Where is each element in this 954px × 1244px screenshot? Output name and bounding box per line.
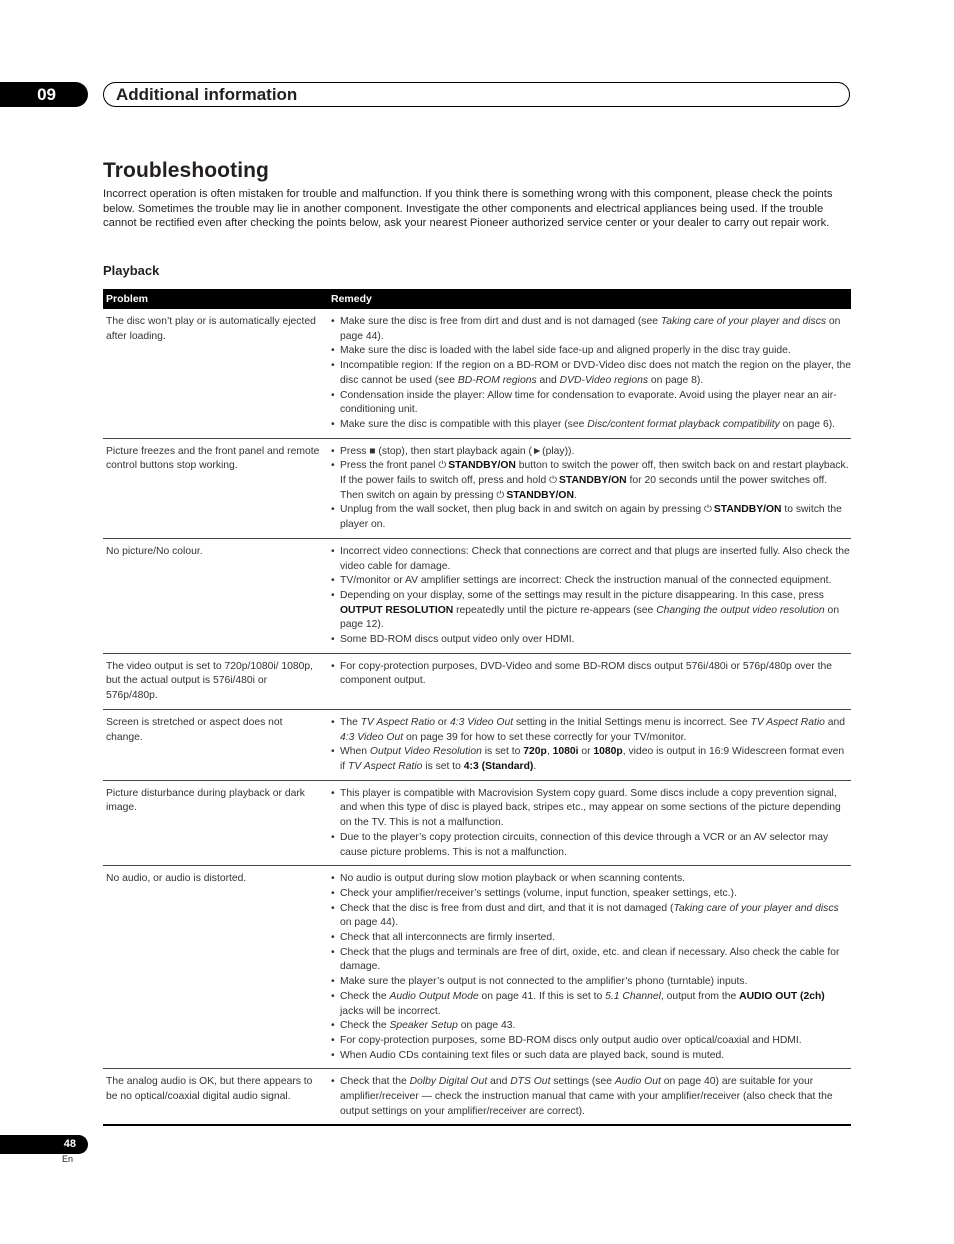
remedy-item: • When Audio CDs containing text files or such data are played back, sound is muted. bbox=[331, 1049, 851, 1064]
table-body bbox=[103, 309, 851, 1125]
remedy-cell bbox=[326, 653, 851, 709]
remedy-item: • No audio is output during slow motion playback or when scanning contents. bbox=[331, 872, 851, 887]
remedy-item: • Depending on your display, some of the settings may result in the picture disappearing. In this case, press OUTPUT RESOLUTION repeatedly until the picture re-appears (see Changing the output video resolution on page 12). bbox=[331, 589, 851, 633]
remedy-item: • Incompatible region: If the region on a BD-ROM or DVD-Video disc does not match the region on the player, the disc cannot be used (see BD-ROM regions and DVD-Video regions on page 8). bbox=[331, 359, 851, 388]
remedy-item: • The TV Aspect Ratio or 4:3 Video Out setting in the Initial Settings menu is incorrect. See TV Aspect Ratio and 4:3 Video Out on page 39 for how to set these correctly for your TV/monitor. bbox=[331, 716, 851, 745]
problem-cell: No picture/No colour. bbox=[103, 538, 326, 653]
problem-cell: The disc won’t play or is automatically ejected after loading. bbox=[103, 309, 326, 438]
remedy-cell bbox=[326, 780, 851, 866]
remedy-item: • This player is compatible with Macrovision System copy guard. Some discs include a copy prevention signal, and when this type of disc is played back, stripes etc., may appear on some sections of the picture depending on the TV. This is not a malfunction. bbox=[331, 787, 851, 831]
remedy-cell bbox=[326, 1069, 851, 1126]
remedy-cell bbox=[326, 866, 851, 1069]
remedy-list bbox=[331, 445, 851, 533]
troubleshooting-table bbox=[103, 289, 851, 1126]
remedy-list bbox=[331, 716, 851, 775]
table-row bbox=[103, 538, 851, 653]
remedy-list bbox=[331, 787, 851, 861]
remedy-item: • Check that the plugs and terminals are free of dirt, oxide, etc. and clean if necessary. Also check the cable for damage. bbox=[331, 946, 851, 975]
remedy-item: • Some BD-ROM discs output video only over HDMI. bbox=[331, 633, 851, 648]
table-row bbox=[103, 309, 851, 438]
chapter-title-box bbox=[103, 82, 850, 107]
table-row bbox=[103, 709, 851, 780]
table-header-row bbox=[103, 289, 851, 309]
problem-column-header: Problem bbox=[103, 289, 326, 309]
table-row bbox=[103, 780, 851, 866]
remedy-item: • Make sure the player’s output is not connected to the amplifier’s phono (turntable) inputs. bbox=[331, 975, 851, 990]
page-title: Troubleshooting bbox=[103, 159, 269, 182]
table-row bbox=[103, 866, 851, 1069]
remedy-item: • Due to the player’s copy protection circuits, connection of this device through a VCR or an AV selector may cause picture problems. This is not a malfunction. bbox=[331, 831, 851, 860]
remedy-item: • Check the Audio Output Mode on page 41. If this is set to 5.1 Channel, output from the AUDIO OUT (2ch) jacks will be incorrect. bbox=[331, 990, 851, 1019]
remedy-item: • Press the front panel ⏻ STANDBY/ON button to switch the power off, then switch back on and restart playback. If the power fails to switch off, press and hold ⏻ STANDBY/ON for 20 seconds until the power switches off. Then switch on again by pressing ⏻ STANDBY/ON. bbox=[331, 459, 851, 503]
remedy-column-header: Remedy bbox=[326, 289, 851, 309]
remedy-item: • Incorrect video connections: Check that connections are correct and that plugs are inserted fully. Also check the video cable for damage. bbox=[331, 545, 851, 574]
remedy-item: • Make sure the disc is free from dirt and dust and is not damaged (see Taking care of your player and discs on page 44). bbox=[331, 315, 851, 344]
problem-cell: The video output is set to 720p/1080i/ 1080p, but the actual output is 576i/480i or 576p/480p. bbox=[103, 653, 326, 709]
problem-cell: Screen is stretched or aspect does not change. bbox=[103, 709, 326, 780]
remedy-item: • Press ■ (stop), then start playback again (►(play)). bbox=[331, 445, 851, 460]
remedy-item: • Make sure the disc is loaded with the label side face-up and aligned properly in the disc tray guide. bbox=[331, 344, 851, 359]
table-row bbox=[103, 653, 851, 709]
remedy-list bbox=[331, 315, 851, 433]
language-label: En bbox=[62, 1154, 74, 1164]
remedy-item: • TV/monitor or AV amplifier settings are incorrect: Check the instruction manual of the connected equipment. bbox=[331, 574, 851, 589]
remedy-item: • For copy-protection purposes, DVD-Video and some BD-ROM discs output 576i/480i or 576p/480p over the component output. bbox=[331, 660, 851, 689]
remedy-item: • When Output Video Resolution is set to 720p, 1080i or 1080p, video is output in 16:9 Widescreen format even if TV Aspect Ratio is set to 4:3 (Standard). bbox=[331, 745, 851, 774]
remedy-item: • Check that all interconnects are firmly inserted. bbox=[331, 931, 851, 946]
remedy-item: • For copy-protection purposes, some BD-ROM discs only output audio over optical/coaxial and HDMI. bbox=[331, 1034, 851, 1049]
problem-cell: The analog audio is OK, but there appears to be no optical/coaxial digital audio signal. bbox=[103, 1069, 326, 1126]
problem-cell: Picture disturbance during playback or dark image. bbox=[103, 780, 326, 866]
table-row bbox=[103, 1069, 851, 1126]
problem-cell: No audio, or audio is distorted. bbox=[103, 866, 326, 1069]
remedy-list bbox=[331, 872, 851, 1063]
table-row bbox=[103, 438, 851, 538]
remedy-item: • Condensation inside the player: Allow time for condensation to evaporate. Avoid using the player near an air-conditioning unit. bbox=[331, 389, 851, 418]
chapter-title: Additional information bbox=[116, 85, 298, 104]
remedy-item: • Check that the disc is free from dust and dirt, and that it is not damaged (Taking care of your player and discs on page 44). bbox=[331, 902, 851, 931]
power-icon: ⏻ bbox=[496, 489, 505, 501]
power-icon: ⏻ bbox=[703, 504, 712, 516]
power-icon: ⏻ bbox=[438, 460, 447, 472]
problem-cell: Picture freezes and the front panel and remote control buttons stop working. bbox=[103, 438, 326, 538]
power-icon: ⏻ bbox=[549, 475, 558, 487]
remedy-item: • Check the Speaker Setup on page 43. bbox=[331, 1019, 851, 1034]
remedy-cell bbox=[326, 538, 851, 653]
remedy-cell bbox=[326, 709, 851, 780]
remedy-cell bbox=[326, 309, 851, 438]
remedy-item: • Check that the Dolby Digital Out and DTS Out settings (see Audio Out on page 40) are suitable for your amplifier/receiver — check the instruction manual that came with your amplifier/receiver (also check that the output settings on your amplifier/receiver are correct). bbox=[331, 1075, 851, 1119]
page-number: 48 bbox=[0, 1135, 88, 1154]
remedy-list bbox=[331, 545, 851, 648]
section-title: Playback bbox=[103, 263, 160, 278]
remedy-cell bbox=[326, 438, 851, 538]
remedy-item: • Make sure the disc is compatible with this player (see Disc/content format playback compatibility on page 6). bbox=[331, 418, 851, 433]
remedy-list bbox=[331, 1075, 851, 1119]
remedy-item: • Unplug from the wall socket, then plug back in and switch on again by pressing ⏻ STANDBY/ON to switch the player on. bbox=[331, 503, 851, 532]
intro-paragraph: Incorrect operation is often mistaken for trouble and malfunction. If you think there is something wrong with this component, please check the points below. Sometimes the trouble may lie in another component. Investigate the other components and electrical appliances being used. If the trouble cannot be rectified even after checking the points below, ask your nearest Pioneer authorized service center or your dealer to carry out repair work. bbox=[103, 188, 833, 230]
chapter-number: 09 bbox=[0, 82, 88, 107]
remedy-item: • Check your amplifier/receiver’s settings (volume, input function, speaker settings, etc.). bbox=[331, 887, 851, 902]
remedy-list bbox=[331, 660, 851, 689]
